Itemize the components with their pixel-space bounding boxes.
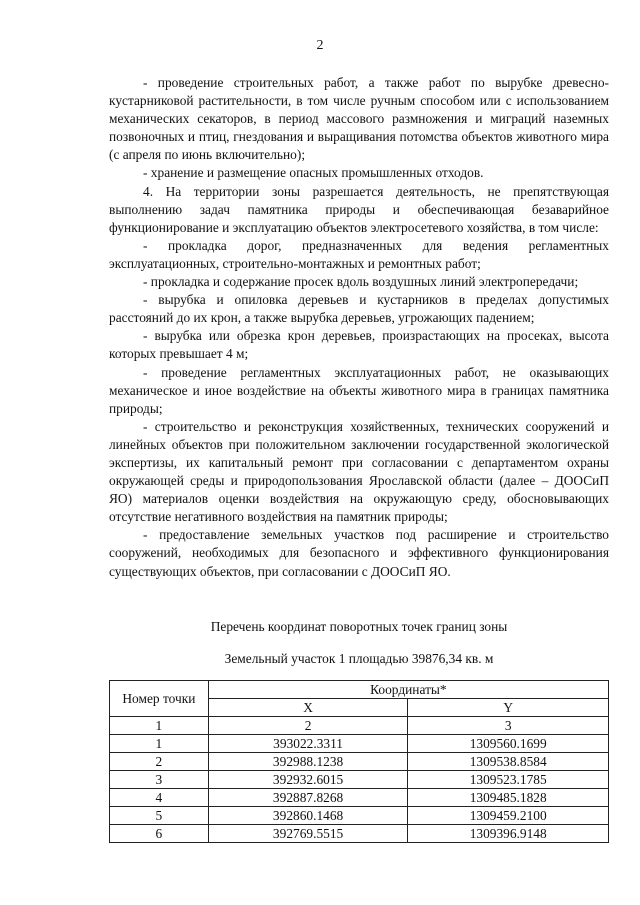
paragraph-restriction-construction: - проведение строительных работ, а также работ по вырубке древесно-кустарниковой растительности, в том числе ручным способом или с использованием механических секаторов, в период массового размножения и миграций наземных позвоночных и птиц, гнездования и выращивания потомства объектов животного мира (с апреля по июнь включительно);	[109, 75, 609, 163]
coordinates-table	[109, 680, 609, 843]
document-body	[109, 74, 609, 581]
point-number-cell: 6	[110, 825, 209, 843]
table-header-row	[110, 681, 609, 699]
y-coordinate-cell: 1309396.9148	[408, 825, 609, 843]
paragraph-tree-felling: - вырубка и опиловка деревьев и кустарников в пределах допустимых расстояний до их крон, а также вырубка деревьев, угрожающих падением;	[109, 292, 609, 326]
x-coordinate-cell: 393022.3311	[208, 735, 408, 753]
x-coordinate-cell: 392932.6015	[208, 771, 408, 789]
paragraph-crown-trimming: - вырубка или обрезка крон деревьев, произрастающих на просеках, высота которых превышает 4 м;	[109, 328, 609, 362]
table-row	[110, 789, 609, 807]
point-number-cell: 4	[110, 789, 209, 807]
point-number-cell: 3	[110, 771, 209, 789]
paragraph-maintenance-works: - проведение регламентных эксплуатационных работ, не оказывающих механическое и иное воздействие на объекты животного мира в границах памятника природы;	[109, 364, 609, 416]
y-coordinate-cell: 1309538.8584	[408, 753, 609, 771]
point-number-cell: 5	[110, 807, 209, 825]
coordinates-list-title: Перечень координат поворотных точек границ зоны	[210, 619, 508, 634]
x-coordinate-cell: 392887.8268	[208, 789, 408, 807]
x-coordinate-cell: 392860.1468	[208, 807, 408, 825]
page-number: 2	[316, 38, 324, 53]
point-number-cell: 2	[110, 753, 209, 771]
point-number-cell: 1	[110, 735, 209, 753]
numbering-cell: 3	[408, 717, 609, 735]
header-y: Y	[408, 699, 609, 717]
y-coordinate-cell: 1309560.1699	[408, 735, 609, 753]
paragraph-clearings: - прокладка и содержание просек вдоль воздушных линий электропередачи;	[143, 274, 579, 290]
paragraph-land-provision: - предоставление земельных участков под расширение и строительство сооружений, необходимых для безопасного и эффективного функционирования существующих объектов, при согласовании с ДООСиП ЯО.	[109, 527, 609, 579]
header-point-number: Номер точки	[110, 681, 209, 717]
numbering-cell: 1	[110, 717, 209, 735]
x-coordinate-cell: 392769.5515	[208, 825, 408, 843]
numbering-cell: 2	[208, 717, 408, 735]
y-coordinate-cell: 1309523.1785	[408, 771, 609, 789]
paragraph-restriction-waste: - хранение и размещение опасных промышленных отходов.	[143, 165, 484, 181]
paragraph-permitted-activity: 4. На территории зоны разрешается деятельность, не препятствующая выполнению задач памятника природы и обеспечивающая безаварийное функционирование и эксплуатацию объектов электросетевого хозяйства, в том числе:	[109, 183, 609, 235]
table-row	[110, 825, 609, 843]
paragraph-roads: - прокладка дорог, предназначенных для ведения регламентных эксплуатационных, строительно-монтажных и ремонтных работ;	[109, 237, 609, 271]
table-row	[110, 753, 609, 771]
table-row	[110, 771, 609, 789]
table-row	[110, 735, 609, 753]
y-coordinate-cell: 1309459.2100	[408, 807, 609, 825]
header-coordinates: Координаты*	[208, 681, 608, 699]
land-plot-title: Земельный участок 1 площадью 39876,34 кв. м	[224, 651, 494, 666]
header-x: X	[208, 699, 408, 717]
paragraph-reconstruction: - строительство и реконструкция хозяйственных, технических сооружений и линейных объектов при положительном заключении государственной экологической экспертизы, их капитальный ремонт при согласовании с департаментом охраны окружающей среды и природопользования Ярославской области (далее – ДООСиП ЯО) материалов оценки воздействия на окружающую среду, обосновывающих отсутствие негативного воздействия на памятник природы;	[109, 418, 609, 525]
x-coordinate-cell: 392988.1238	[208, 753, 408, 771]
y-coordinate-cell: 1309485.1828	[408, 789, 609, 807]
table-numbering-row	[110, 717, 609, 735]
table-row	[110, 807, 609, 825]
